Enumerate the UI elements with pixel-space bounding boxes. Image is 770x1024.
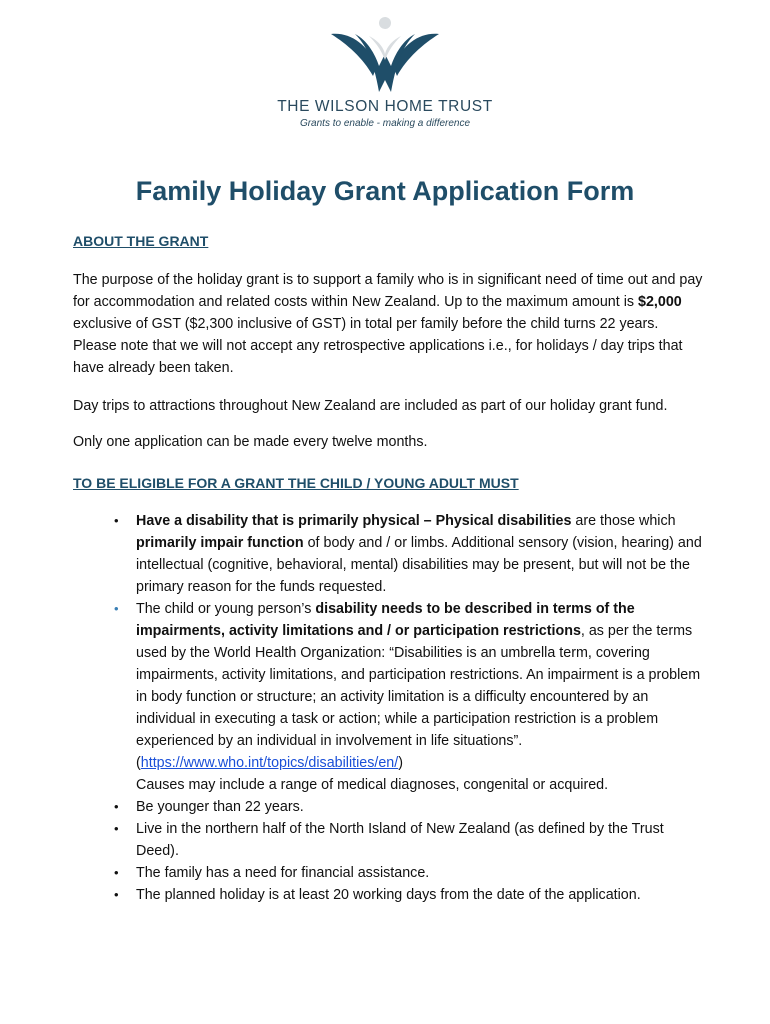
b2-text-3: ) <box>398 755 403 771</box>
about-para1-text-a: The purpose of the holiday grant is to support a family who is in significant need of time out and pay for accommodation and related costs within New Zealand. Up to the maximum amount is <box>73 272 703 310</box>
max-amount: $2,000 <box>638 294 682 310</box>
b1-bold-1: Have a disability that is primarily physical – Physical disabilities <box>136 513 572 529</box>
document-body <box>73 230 703 906</box>
about-heading: ABOUT THE GRANT <box>73 233 209 249</box>
b2-text-1: The child or young person’s <box>136 601 316 617</box>
b2-bold: disability needs to be described in terms of the impairments, activity limitations and / or participation restrictions <box>136 601 635 639</box>
bullet-icon: • <box>114 865 119 880</box>
about-paragraph-1 <box>73 269 703 379</box>
b2-text-4: Causes may include a range of medical diagnoses, congenital or acquired. <box>136 777 609 793</box>
b1-text-1: are those which <box>571 513 676 529</box>
about-paragraph-2: Day trips to attractions throughout New Zealand are included as part of our holiday grant fund. <box>73 398 668 414</box>
bullet-icon: • <box>114 799 119 814</box>
who-disabilities-link[interactable]: https://www.who.int/topics/disabilities/en/ <box>140 755 399 771</box>
org-name: THE WILSON HOME TRUST <box>277 98 493 115</box>
bullet-icon: • <box>114 887 119 902</box>
list-item <box>114 862 703 884</box>
wilson-home-trust-logo-icon <box>325 14 445 96</box>
list-item <box>114 510 703 598</box>
bullet-icon: • <box>114 513 119 528</box>
b3-text: Be younger than 22 years. <box>136 799 304 815</box>
list-item <box>114 818 703 862</box>
about-paragraph-3: Only one application can be made every twelve months. <box>73 434 428 450</box>
list-item <box>114 884 703 906</box>
b1-bold-2: primarily impair function <box>136 535 304 551</box>
bullet-icon: • <box>114 821 119 836</box>
b2-text-2: , as per the terms used by the World Health Organization: “Disabilities is an umbrella term, covering impairments, activity limitations, and participation restrictions. An impairment is a problem in body function or structure; an activity limitation is a difficulty encountered by an individual in executing a task or action; while a participation restriction is a problem experienced by an individual in involvement in life situations”. ( <box>136 623 701 771</box>
bullet-icon: • <box>114 601 119 616</box>
logo <box>0 14 770 129</box>
org-tagline: Grants to enable - making a difference <box>299 118 471 129</box>
b4-text: Live in the northern half of the North Island of New Zealand (as defined by the Trust Deed). <box>136 821 664 859</box>
b6-text: The planned holiday is at least 20 working days from the date of the application. <box>136 887 641 903</box>
about-para1-text-b: exclusive of GST ($2,300 inclusive of GST) in total per family before the child turns 22 years. Please note that we will not accept any retrospective applications i.e., for holidays / day trips that have already been taken. <box>73 316 683 376</box>
b1-text-2: of body and / or limbs. Additional sensory (vision, hearing) and intellectual (cognitive, behavioral, mental) disabilities may be present, but will not be the primary reason for the funds requested. <box>136 535 702 595</box>
page-title: Family Holiday Grant Application Form <box>135 176 635 206</box>
eligibility-list <box>73 510 703 906</box>
list-item <box>114 598 703 796</box>
list-item <box>114 796 703 818</box>
eligibility-heading: TO BE ELIGIBLE FOR A GRANT THE CHILD / YOUNG ADULT MUST <box>73 475 519 491</box>
b5-text: The family has a need for financial assistance. <box>136 865 430 881</box>
